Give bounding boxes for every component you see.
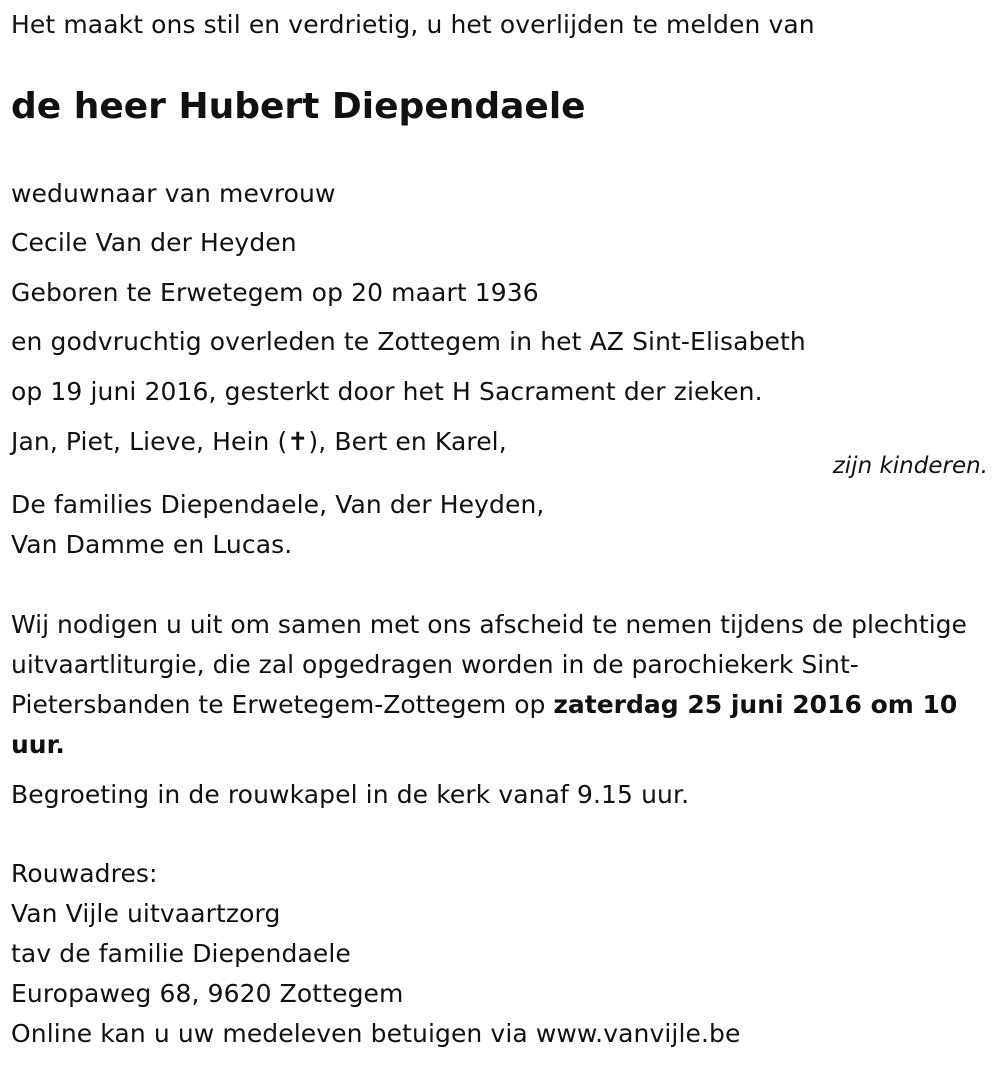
spouse-name: Cecile Van der Heyden xyxy=(11,228,297,257)
intro-text: Het maakt ons stil en verdrietig, u het overlijden te melden van xyxy=(11,10,815,39)
invitation-text: Wij nodigen u uit om samen met ons afscheid te nemen tijdens de plechtige uitvaartliturgie, die zal opgedragen worden in de parochiekerk Sint-Pietersbanden te Erwetegem-Zottegem op xyxy=(11,610,967,719)
families-line-2: Van Damme en Lucas. xyxy=(11,530,293,559)
address-attention: tav de familie Diependaele xyxy=(11,939,351,968)
children-names: Jan, Piet, Lieve, Hein (✝), Bert en Karel, xyxy=(11,427,507,456)
invitation-paragraph xyxy=(11,605,971,765)
invitation-date: zaterdag 25 juni 2016 om 10 uur. xyxy=(11,690,958,759)
death-date: op 19 juni 2016, gesterkt door het H Sacrament der zieken. xyxy=(11,377,763,406)
families-line-1: De families Diependaele, Van der Heyden, xyxy=(11,490,545,519)
deceased-name: de heer Hubert Diependaele xyxy=(11,86,586,127)
children-label: zijn kinderen. xyxy=(832,453,988,479)
widower-of: weduwnaar van mevrouw xyxy=(11,179,336,208)
address-company: Van Vijle uitvaartzorg xyxy=(11,899,281,928)
online-condolences: Online kan u uw medeleven betuigen via www.vanvijle.be xyxy=(11,1019,741,1048)
address-street: Europaweg 68, 9620 Zottegem xyxy=(11,979,404,1008)
greeting-info: Begroeting in de rouwkapel in de kerk vanaf 9.15 uur. xyxy=(11,780,690,809)
birth-info: Geboren te Erwetegem op 20 maart 1936 xyxy=(11,278,539,307)
death-place: en godvruchtig overleden te Zottegem in het AZ Sint-Elisabeth xyxy=(11,327,806,356)
address-label: Rouwadres: xyxy=(11,859,158,888)
